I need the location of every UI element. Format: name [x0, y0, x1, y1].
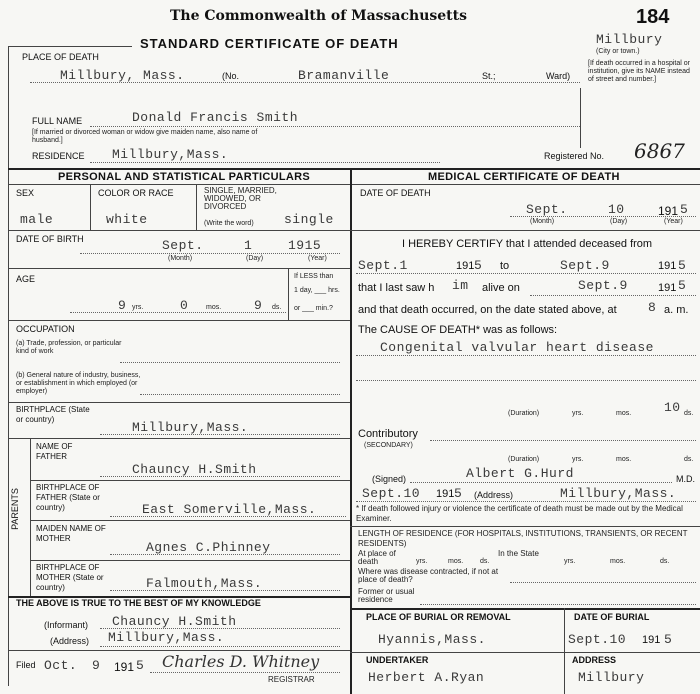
meridiem: a. m. [664, 304, 689, 316]
medical-heading: MEDICAL CERTIFICATE OF DEATH [428, 171, 620, 183]
at-place-mos-label: mos. [448, 558, 464, 565]
full-name-label: FULL NAME [32, 116, 83, 126]
sign-year: 5 [454, 486, 463, 501]
day-label: (Day) [246, 255, 264, 262]
marital-label: SINGLE, MARRIED, WIDOWED, OR DIVORCED [204, 186, 277, 211]
last-saw-text: that I last saw h [358, 282, 435, 294]
death-year-label: (Year) [664, 218, 683, 225]
city-or-town-value: Millbury [596, 32, 663, 47]
secondary-label: (SECONDARY) [364, 442, 413, 449]
duration-ds-label: ds. [684, 410, 694, 417]
sign-address-label: (Address) [474, 490, 514, 500]
hospital-note: [If death occurred in a hospital or institution, give its NAME instead of street and number.] [588, 60, 690, 83]
from-year-prefix: 191 [456, 260, 475, 272]
age-yrs-label: yrs. [132, 304, 144, 311]
alive-year: 5 [678, 278, 687, 293]
length-of-residence-label: LENGTH OF RESIDENCE (FOR HOSPITALS, INSTITUTIONS, TRANSIENTS, OR RECENT RESIDENTS) [358, 529, 688, 548]
registered-no-label: Registered No. [544, 151, 605, 161]
father-name-label: NAME OF FATHER [36, 442, 73, 461]
dob-label: DATE OF BIRTH [16, 234, 84, 244]
sign-address-value: Millbury,Mass. [560, 486, 677, 501]
burial-place-label: PLACE OF BURIAL OR REMOVAL [366, 612, 511, 622]
father-birthplace-label: BIRTHPLACE OF FATHER (State or country) [36, 483, 100, 512]
in-state-yrs-label: yrs. [564, 558, 576, 565]
place-of-death-city: Millbury, Mass. [60, 68, 185, 83]
age-years: 9 [118, 298, 127, 313]
father-name-value: Chauncy H.Smith [132, 462, 257, 477]
duration-yrs-label: yrs. [572, 410, 584, 417]
death-hour: 8 [648, 300, 657, 315]
occurred-text: and that death occurred, on the date stated above, at [358, 304, 617, 316]
undertaker-address-value: Millbury [578, 670, 645, 685]
signed-value: Albert G.Hurd [466, 466, 574, 481]
to-year: 5 [678, 258, 687, 273]
informant-label: (Informant) [44, 620, 89, 630]
color-label: COLOR OR RACE [98, 188, 174, 198]
commonwealth-title: The Commonwealth of Massachusetts [170, 8, 467, 24]
duration-mos-label: mos. [616, 410, 632, 417]
occupation-b-label: (b) General nature of industry, business, or establishment in which employed (or employer) [16, 372, 141, 395]
burial-year-prefix: 191 [642, 634, 661, 646]
less-than-label: If LESS than [294, 273, 334, 280]
residence-value: Millbury,Mass. [112, 147, 229, 162]
occupation-label: OCCUPATION [16, 324, 75, 334]
registered-no-value: 6867 [634, 139, 685, 163]
filed-year: 5 [136, 658, 145, 673]
in-state-mos-label: mos. [610, 558, 626, 565]
place-of-death-label: PLACE OF DEATH [22, 52, 99, 62]
ward-label: Ward) [546, 71, 571, 81]
filed-month: Oct. [44, 658, 78, 673]
burial-date-value: Sept.10 [568, 632, 627, 647]
former-residence-label: Former or usual residence [358, 587, 415, 604]
mother-birthplace-label: BIRTHPLACE OF MOTHER (State or country) [36, 563, 104, 592]
residence-label: RESIDENCE [32, 151, 85, 161]
death-year: 5 [680, 202, 689, 217]
duration-yrs-label-2: yrs. [572, 456, 584, 463]
personal-heading: PERSONAL AND STATISTICAL PARTICULARS [58, 171, 310, 183]
filed-label: Filed [16, 660, 36, 670]
death-year-prefix: 191 [658, 204, 679, 218]
burial-place-value: Hyannis,Mass. [378, 632, 486, 647]
age-ds-label: ds. [272, 304, 282, 311]
death-day: 10 [608, 202, 625, 217]
mother-name-value: Agnes C.Phinney [146, 540, 271, 555]
undertaker-value: Herbert A.Ryan [368, 670, 485, 685]
dob-month: Sept. [162, 238, 204, 253]
street-no-label: (No. [222, 71, 240, 81]
signed-label: (Signed) [372, 474, 407, 484]
certificate-title: STANDARD CERTIFICATE OF DEATH [140, 36, 399, 51]
duration-days: 10 [664, 400, 681, 415]
marital-value: single [284, 212, 334, 227]
mother-birthplace-value: Falmouth,Mass. [146, 576, 263, 591]
color-value: white [106, 212, 148, 227]
alive-on-text: alive on [482, 282, 520, 294]
at-place-yrs-label: yrs. [416, 558, 428, 565]
contributory-label: Contributory [358, 428, 418, 440]
month-label: (Month) [168, 255, 193, 262]
death-day-label: (Day) [610, 218, 628, 225]
cause-value: Congenital valvular heart disease [380, 340, 654, 355]
sex-value: male [20, 212, 54, 227]
occupation-a-label: (a) Trade, profession, or particular kind of work [16, 340, 122, 355]
age-months: 0 [180, 298, 189, 313]
street-label: St.; [482, 71, 496, 81]
informant-value: Chauncy H.Smith [112, 614, 237, 629]
marital-note: (Write the word) [204, 220, 254, 227]
at-place-label: At place of death [358, 549, 396, 566]
sex-label: SEX [16, 188, 35, 198]
page-number: 184 [636, 6, 670, 28]
attended-to: Sept.9 [560, 258, 610, 273]
date-of-death-label: DATE OF DEATH [360, 188, 431, 198]
informant-address-label: (Address) [50, 636, 90, 646]
birthplace-label: BIRTHPLACE (State or country) [16, 405, 90, 424]
death-month-label: (Month) [530, 218, 555, 225]
cause-label: The CAUSE OF DEATH* was as follows: [358, 324, 558, 336]
dob-year: 1915 [288, 238, 322, 253]
parents-side-label: PARENTS [9, 488, 20, 530]
age-days: 9 [254, 298, 263, 313]
mother-name-label: MAIDEN NAME OF MOTHER [36, 524, 106, 543]
duration-label-2: (Duration) [508, 456, 540, 463]
alive-date: Sept.9 [578, 278, 628, 293]
death-month: Sept. [526, 202, 568, 217]
true-statement-label: THE ABOVE IS TRUE TO THE BEST OF MY KNOWLEDGE [16, 598, 261, 608]
day-hrs-label: 1 day, ___ hrs. [294, 287, 340, 294]
father-birthplace-value: East Somerville,Mass. [142, 502, 317, 517]
burial-date-label: DATE OF BURIAL [574, 612, 650, 622]
age-mos-label: mos. [206, 304, 222, 311]
injury-note: * If death followed injury or violence the certificate of death must be made out by the Medical Examiner. [356, 504, 683, 523]
where-contracted-label: Where was disease contracted, if not at place of death? [358, 567, 499, 584]
in-state-ds-label: ds. [660, 558, 670, 565]
place-of-death-street: Bramanville [298, 68, 390, 83]
alive-year-prefix: 191 [658, 282, 677, 294]
md-label: M.D. [676, 474, 695, 484]
at-place-ds-label: ds. [480, 558, 490, 565]
sign-year-prefix: 191 [436, 488, 455, 500]
registrar-signature: Charles D. Whitney [162, 652, 320, 671]
city-or-town-label: (City or town.) [596, 48, 640, 55]
from-year: 5 [474, 258, 483, 273]
burial-year: 5 [664, 632, 673, 647]
full-name-value: Donald Francis Smith [132, 110, 299, 125]
sign-date: Sept.10 [362, 486, 421, 501]
duration-mos-label-2: mos. [616, 456, 632, 463]
undertaker-label: UNDERTAKER [366, 655, 429, 665]
to-label: to [500, 260, 510, 272]
year-label: (Year) [308, 255, 327, 262]
registrar-label: REGISTRAR [268, 675, 315, 684]
full-name-note: [If married or divorced woman or widow give maiden name, also name of husband.] [32, 129, 258, 144]
last-saw-word: im [452, 278, 469, 293]
filed-day: 9 [92, 658, 101, 673]
informant-address-value: Millbury,Mass. [108, 630, 225, 645]
to-year-prefix: 191 [658, 260, 677, 272]
duration-label: (Duration) [508, 410, 540, 417]
birthplace-value: Millbury,Mass. [132, 420, 249, 435]
attended-from: Sept.1 [358, 258, 408, 273]
certify-text: I HEREBY CERTIFY that I attended deceased from [402, 238, 653, 250]
age-label: AGE [16, 274, 36, 284]
undertaker-address-label: ADDRESS [572, 655, 617, 665]
in-state-label: In the State [498, 549, 539, 558]
filed-year-prefix: 191 [114, 660, 135, 674]
or-min-label: or ___ min.? [294, 305, 333, 312]
duration-ds-label-2: ds. [684, 456, 694, 463]
dob-day: 1 [244, 238, 253, 253]
